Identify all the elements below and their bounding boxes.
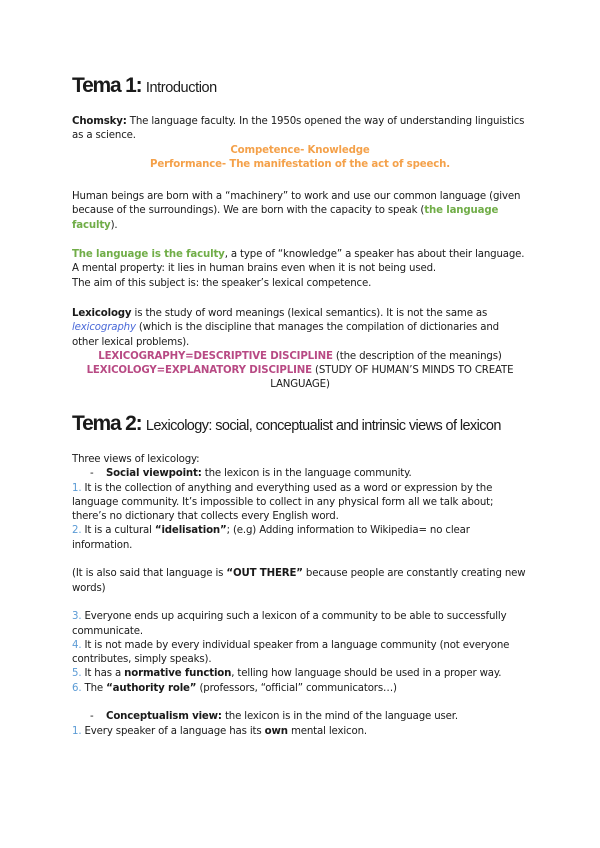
text: The language faculty. In the 1950s opened the way of understanding linguistics bbox=[126, 116, 525, 127]
spacer bbox=[72, 553, 528, 567]
text: is the study of word meanings (lexical semantics). It is not the same as bbox=[131, 308, 488, 319]
item-number: 1. bbox=[72, 482, 82, 494]
text-line: contributes, simply speaks). bbox=[72, 654, 212, 666]
text: , telling how language should be used in a proper way. bbox=[231, 668, 502, 680]
highlight: faculty bbox=[72, 219, 111, 231]
text: ; (e.g) Adding information to Wikipedia= no clear bbox=[226, 525, 470, 537]
text-line bbox=[72, 682, 528, 696]
text: , a type of “knowledge” a speaker has about their language. bbox=[224, 249, 525, 260]
text-line bbox=[72, 667, 528, 681]
text: mental lexicon. bbox=[287, 725, 367, 737]
text: The bbox=[81, 682, 107, 694]
text: because people are constantly creating new bbox=[302, 568, 526, 580]
item-number: 5. bbox=[72, 668, 82, 680]
highlight: LEXICOGRAPHY=DESCRIPTIVE DISCIPLINE bbox=[98, 350, 333, 362]
text-line: words) bbox=[72, 582, 106, 594]
bullet-conceptualism bbox=[72, 710, 528, 724]
term: “authority role” bbox=[106, 682, 197, 694]
term: normative function bbox=[124, 668, 232, 680]
text: the lexicon is in the language community. bbox=[201, 468, 412, 480]
text-line bbox=[72, 567, 528, 581]
bullet-social bbox=[72, 467, 528, 481]
text-line: information. bbox=[72, 539, 133, 551]
item-number: 6. bbox=[72, 682, 82, 694]
text-line: A mental property: it lies in human brains even when it is not being used. bbox=[72, 263, 437, 275]
definition-line: LANGUAGE) bbox=[270, 379, 330, 391]
chomsky-paragraph bbox=[72, 115, 528, 172]
term: Chomsky: bbox=[72, 116, 127, 127]
text-line bbox=[72, 524, 528, 538]
text-line: Human beings are born with a “machinery” to work and use our common language (given bbox=[72, 191, 521, 202]
heading-tema-2 bbox=[72, 412, 501, 436]
definition-line bbox=[72, 350, 528, 364]
text: (which is the discipline that manages the compilation of dictionaries and bbox=[135, 322, 499, 334]
text-line: language community. It’s impossible to collect in any physical form all we talk about; bbox=[72, 496, 494, 508]
item-number: 4. bbox=[72, 639, 82, 651]
text: It is not made by every individual speaker from a language community (not everyone bbox=[81, 639, 510, 651]
text: the lexicon is in the mind of the language user. bbox=[221, 711, 458, 723]
text-line bbox=[72, 610, 528, 624]
faculty-paragraph bbox=[72, 248, 528, 291]
competence-line: Competence- Knowledge bbox=[230, 144, 370, 156]
text: ). bbox=[110, 219, 118, 231]
text-line bbox=[72, 321, 528, 335]
text-line bbox=[72, 307, 528, 321]
performance-line: Performance- The manifestation of the act of speech. bbox=[150, 158, 450, 170]
heading-title: Lexicology: social, conceptualist and intrinsic views of lexicon bbox=[145, 418, 501, 434]
text-line: other lexical problems). bbox=[72, 336, 190, 348]
spacer bbox=[72, 696, 528, 710]
heading-title: Introduction bbox=[145, 80, 217, 96]
text-line bbox=[72, 219, 528, 233]
text: because of the surroundings). We are born with the capacity to speak ( bbox=[72, 205, 425, 217]
human-paragraph bbox=[72, 190, 528, 233]
heading-number: Tema 2: bbox=[72, 412, 142, 435]
text-line bbox=[72, 639, 528, 653]
bullet-dash: - bbox=[90, 711, 94, 723]
text: It has a bbox=[81, 668, 125, 680]
text: (professors, “official” communicators…) bbox=[196, 682, 397, 694]
heading-tema-1 bbox=[72, 74, 217, 98]
text: (the description of the meanings) bbox=[335, 350, 502, 362]
text-line: The aim of this subject is: the speaker’s lexical competence. bbox=[72, 277, 372, 289]
text: (It is also said that language is bbox=[72, 568, 227, 580]
bullet-dash: - bbox=[90, 468, 94, 480]
text-line bbox=[72, 204, 528, 218]
definition-line bbox=[72, 364, 528, 378]
term: Social viewpoint: bbox=[106, 468, 202, 480]
text: (STUDY OF HUMAN’S MINDS TO CREATE bbox=[315, 365, 514, 377]
text: It is a cultural bbox=[81, 525, 155, 537]
text: It is the collection of anything and everything used as a word or expression by the bbox=[81, 482, 493, 494]
text-line: there’s no dictionary that collects every English word. bbox=[72, 511, 339, 523]
text-line bbox=[72, 115, 528, 129]
text-line bbox=[72, 482, 528, 496]
term: “idelisation” bbox=[154, 525, 227, 537]
text-line: as a science. bbox=[72, 130, 136, 142]
highlight: LEXICOLOGY=EXPLANATORY DISCIPLINE bbox=[86, 365, 312, 377]
term: “OUT THERE” bbox=[226, 568, 303, 580]
heading-number: Tema 1: bbox=[72, 74, 142, 97]
spacer bbox=[72, 596, 528, 610]
text: Everyone ends up acquiring such a lexicon of a community to be able to successfully bbox=[81, 611, 507, 623]
views-section bbox=[72, 453, 528, 739]
item-number: 3. bbox=[72, 611, 82, 623]
text-line bbox=[72, 248, 528, 262]
term: Lexicology bbox=[72, 308, 132, 319]
text-line: Three views of lexicology: bbox=[72, 454, 200, 465]
italic-term: lexicography bbox=[72, 322, 136, 334]
term: own bbox=[264, 725, 288, 737]
text-line: communicate. bbox=[72, 625, 143, 637]
highlight: The language is the faculty bbox=[72, 249, 225, 260]
text-line bbox=[72, 725, 528, 739]
lexicology-paragraph bbox=[72, 307, 528, 393]
term: Conceptualism view: bbox=[106, 711, 222, 723]
highlight: the language bbox=[424, 205, 499, 217]
text: Every speaker of a language has its bbox=[81, 725, 265, 737]
item-number: 1. bbox=[72, 725, 82, 737]
item-number: 2. bbox=[72, 525, 82, 537]
